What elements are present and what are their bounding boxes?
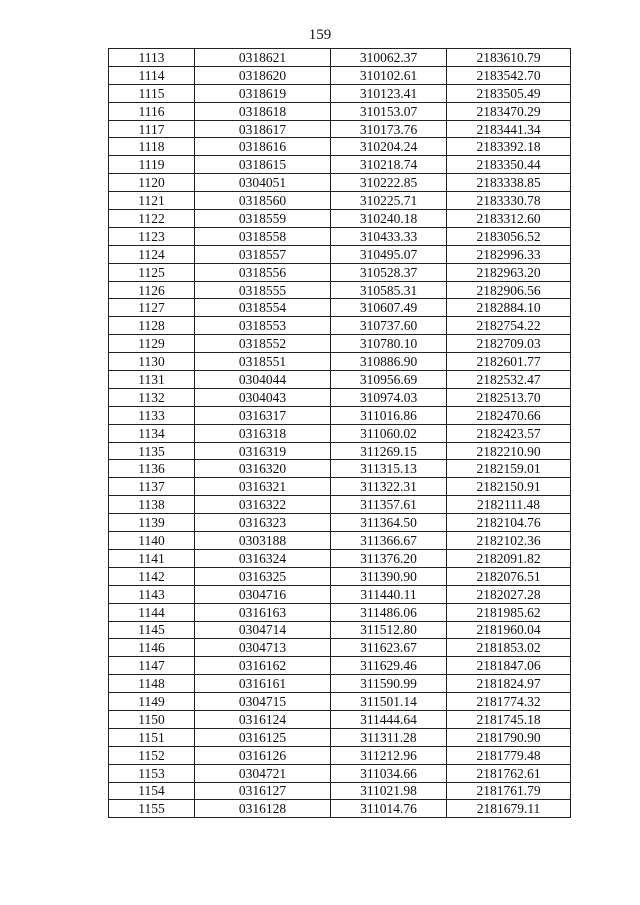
y-coordinate-cell: 2181985.62 bbox=[447, 603, 571, 621]
page-number: 159 bbox=[308, 27, 332, 43]
point-id-cell: 0318556 bbox=[195, 263, 331, 281]
table-row bbox=[109, 746, 571, 764]
point-number-cell: 1143 bbox=[109, 585, 195, 603]
y-coordinate-cell: 2182150.91 bbox=[447, 478, 571, 496]
point-id-cell: 0304713 bbox=[195, 639, 331, 657]
x-coordinate-cell: 311315.13 bbox=[331, 460, 447, 478]
y-coordinate-cell: 2181679.11 bbox=[447, 800, 571, 818]
point-number-cell: 1139 bbox=[109, 514, 195, 532]
x-coordinate-cell: 310886.90 bbox=[331, 353, 447, 371]
x-coordinate-cell: 311269.15 bbox=[331, 442, 447, 460]
y-coordinate-cell: 2183056.52 bbox=[447, 227, 571, 245]
x-coordinate-cell: 311501.14 bbox=[331, 693, 447, 711]
point-id-cell: 0318560 bbox=[195, 192, 331, 210]
y-coordinate-cell: 2183392.18 bbox=[447, 138, 571, 156]
x-coordinate-cell: 311444.64 bbox=[331, 710, 447, 728]
table-row bbox=[109, 549, 571, 567]
point-number-cell: 1138 bbox=[109, 496, 195, 514]
table-row bbox=[109, 120, 571, 138]
x-coordinate-cell: 310225.71 bbox=[331, 192, 447, 210]
point-number-cell: 1119 bbox=[109, 156, 195, 174]
y-coordinate-cell: 2181847.06 bbox=[447, 657, 571, 675]
y-coordinate-cell: 2182996.33 bbox=[447, 245, 571, 263]
x-coordinate-cell: 311311.28 bbox=[331, 728, 447, 746]
point-id-cell: 0316319 bbox=[195, 442, 331, 460]
table-row bbox=[109, 657, 571, 675]
point-number-cell: 1126 bbox=[109, 281, 195, 299]
table-row bbox=[109, 710, 571, 728]
point-number-cell: 1155 bbox=[109, 800, 195, 818]
point-id-cell: 0316324 bbox=[195, 549, 331, 567]
point-id-cell: 0304721 bbox=[195, 764, 331, 782]
table-row bbox=[109, 388, 571, 406]
x-coordinate-cell: 310062.37 bbox=[331, 49, 447, 67]
x-coordinate-cell: 311357.61 bbox=[331, 496, 447, 514]
x-coordinate-cell: 311376.20 bbox=[331, 549, 447, 567]
point-number-cell: 1127 bbox=[109, 299, 195, 317]
y-coordinate-cell: 2182159.01 bbox=[447, 460, 571, 478]
table-row bbox=[109, 102, 571, 120]
point-number-cell: 1146 bbox=[109, 639, 195, 657]
table-row bbox=[109, 424, 571, 442]
point-number-cell: 1117 bbox=[109, 120, 195, 138]
x-coordinate-cell: 311212.96 bbox=[331, 746, 447, 764]
point-id-cell: 0318619 bbox=[195, 84, 331, 102]
x-coordinate-cell: 310956.69 bbox=[331, 371, 447, 389]
point-number-cell: 1128 bbox=[109, 317, 195, 335]
table-row bbox=[109, 406, 571, 424]
y-coordinate-cell: 2182423.57 bbox=[447, 424, 571, 442]
point-id-cell: 0316162 bbox=[195, 657, 331, 675]
y-coordinate-cell: 2183312.60 bbox=[447, 210, 571, 228]
table-row bbox=[109, 567, 571, 585]
point-number-cell: 1137 bbox=[109, 478, 195, 496]
point-number-cell: 1150 bbox=[109, 710, 195, 728]
x-coordinate-cell: 311366.67 bbox=[331, 532, 447, 550]
point-id-cell: 0303188 bbox=[195, 532, 331, 550]
table-row bbox=[109, 442, 571, 460]
y-coordinate-cell: 2182754.22 bbox=[447, 317, 571, 335]
x-coordinate-cell: 311623.67 bbox=[331, 639, 447, 657]
point-id-cell: 0318551 bbox=[195, 353, 331, 371]
x-coordinate-cell: 311014.76 bbox=[331, 800, 447, 818]
table-row bbox=[109, 782, 571, 800]
y-coordinate-cell: 2181762.61 bbox=[447, 764, 571, 782]
y-coordinate-cell: 2183470.29 bbox=[447, 102, 571, 120]
point-id-cell: 0316125 bbox=[195, 728, 331, 746]
y-coordinate-cell: 2181761.79 bbox=[447, 782, 571, 800]
point-id-cell: 0316325 bbox=[195, 567, 331, 585]
x-coordinate-cell: 310495.07 bbox=[331, 245, 447, 263]
point-number-cell: 1140 bbox=[109, 532, 195, 550]
x-coordinate-cell: 310780.10 bbox=[331, 335, 447, 353]
point-id-cell: 0318557 bbox=[195, 245, 331, 263]
point-id-cell: 0316126 bbox=[195, 746, 331, 764]
point-number-cell: 1131 bbox=[109, 371, 195, 389]
y-coordinate-cell: 2182532.47 bbox=[447, 371, 571, 389]
point-id-cell: 0304715 bbox=[195, 693, 331, 711]
x-coordinate-cell: 311060.02 bbox=[331, 424, 447, 442]
table-row bbox=[109, 639, 571, 657]
table-row bbox=[109, 174, 571, 192]
y-coordinate-cell: 2182470.66 bbox=[447, 406, 571, 424]
point-number-cell: 1152 bbox=[109, 746, 195, 764]
table-row bbox=[109, 210, 571, 228]
x-coordinate-cell: 310222.85 bbox=[331, 174, 447, 192]
y-coordinate-cell: 2181853.02 bbox=[447, 639, 571, 657]
point-id-cell: 0316320 bbox=[195, 460, 331, 478]
table-row bbox=[109, 621, 571, 639]
point-id-cell: 0318616 bbox=[195, 138, 331, 156]
y-coordinate-cell: 2182111.48 bbox=[447, 496, 571, 514]
point-number-cell: 1129 bbox=[109, 335, 195, 353]
point-number-cell: 1118 bbox=[109, 138, 195, 156]
point-id-cell: 0318621 bbox=[195, 49, 331, 67]
coordinates-table bbox=[108, 48, 571, 818]
point-id-cell: 0316323 bbox=[195, 514, 331, 532]
point-number-cell: 1113 bbox=[109, 49, 195, 67]
point-id-cell: 0304043 bbox=[195, 388, 331, 406]
table-row bbox=[109, 317, 571, 335]
y-coordinate-cell: 2182601.77 bbox=[447, 353, 571, 371]
y-coordinate-cell: 2182104.76 bbox=[447, 514, 571, 532]
table-body bbox=[109, 49, 571, 818]
table-row bbox=[109, 138, 571, 156]
table-row bbox=[109, 245, 571, 263]
point-number-cell: 1136 bbox=[109, 460, 195, 478]
x-coordinate-cell: 311021.98 bbox=[331, 782, 447, 800]
point-number-cell: 1149 bbox=[109, 693, 195, 711]
point-number-cell: 1148 bbox=[109, 675, 195, 693]
table-row bbox=[109, 460, 571, 478]
y-coordinate-cell: 2183441.34 bbox=[447, 120, 571, 138]
x-coordinate-cell: 310240.18 bbox=[331, 210, 447, 228]
point-id-cell: 0318615 bbox=[195, 156, 331, 174]
table-row bbox=[109, 49, 571, 67]
table-row bbox=[109, 192, 571, 210]
x-coordinate-cell: 310528.37 bbox=[331, 263, 447, 281]
point-number-cell: 1114 bbox=[109, 66, 195, 84]
table-row bbox=[109, 84, 571, 102]
point-id-cell: 0316127 bbox=[195, 782, 331, 800]
table-row bbox=[109, 496, 571, 514]
y-coordinate-cell: 2182102.36 bbox=[447, 532, 571, 550]
x-coordinate-cell: 310218.74 bbox=[331, 156, 447, 174]
point-number-cell: 1141 bbox=[109, 549, 195, 567]
y-coordinate-cell: 2183330.78 bbox=[447, 192, 571, 210]
y-coordinate-cell: 2183350.44 bbox=[447, 156, 571, 174]
point-number-cell: 1151 bbox=[109, 728, 195, 746]
point-number-cell: 1120 bbox=[109, 174, 195, 192]
point-id-cell: 0318620 bbox=[195, 66, 331, 84]
point-number-cell: 1147 bbox=[109, 657, 195, 675]
y-coordinate-cell: 2181774.32 bbox=[447, 693, 571, 711]
point-number-cell: 1115 bbox=[109, 84, 195, 102]
table-row bbox=[109, 585, 571, 603]
table-row bbox=[109, 728, 571, 746]
point-id-cell: 0318553 bbox=[195, 317, 331, 335]
point-id-cell: 0318558 bbox=[195, 227, 331, 245]
table-row bbox=[109, 693, 571, 711]
table-row bbox=[109, 800, 571, 818]
x-coordinate-cell: 311034.66 bbox=[331, 764, 447, 782]
x-coordinate-cell: 310204.24 bbox=[331, 138, 447, 156]
y-coordinate-cell: 2182884.10 bbox=[447, 299, 571, 317]
x-coordinate-cell: 311440.11 bbox=[331, 585, 447, 603]
point-id-cell: 0318617 bbox=[195, 120, 331, 138]
x-coordinate-cell: 311486.06 bbox=[331, 603, 447, 621]
point-number-cell: 1132 bbox=[109, 388, 195, 406]
point-number-cell: 1125 bbox=[109, 263, 195, 281]
point-number-cell: 1153 bbox=[109, 764, 195, 782]
y-coordinate-cell: 2181960.04 bbox=[447, 621, 571, 639]
point-number-cell: 1154 bbox=[109, 782, 195, 800]
y-coordinate-cell: 2183338.85 bbox=[447, 174, 571, 192]
table-row bbox=[109, 675, 571, 693]
point-id-cell: 0316322 bbox=[195, 496, 331, 514]
point-number-cell: 1133 bbox=[109, 406, 195, 424]
x-coordinate-cell: 311390.90 bbox=[331, 567, 447, 585]
point-number-cell: 1130 bbox=[109, 353, 195, 371]
table-row bbox=[109, 281, 571, 299]
point-id-cell: 0316318 bbox=[195, 424, 331, 442]
table-row bbox=[109, 353, 571, 371]
table-row bbox=[109, 371, 571, 389]
point-id-cell: 0304044 bbox=[195, 371, 331, 389]
y-coordinate-cell: 2182709.03 bbox=[447, 335, 571, 353]
point-number-cell: 1121 bbox=[109, 192, 195, 210]
table-row bbox=[109, 764, 571, 782]
table-row bbox=[109, 227, 571, 245]
x-coordinate-cell: 311629.46 bbox=[331, 657, 447, 675]
x-coordinate-cell: 310173.76 bbox=[331, 120, 447, 138]
x-coordinate-cell: 310123.41 bbox=[331, 84, 447, 102]
table-row bbox=[109, 335, 571, 353]
y-coordinate-cell: 2181790.90 bbox=[447, 728, 571, 746]
point-id-cell: 0316163 bbox=[195, 603, 331, 621]
y-coordinate-cell: 2182513.70 bbox=[447, 388, 571, 406]
y-coordinate-cell: 2183610.79 bbox=[447, 49, 571, 67]
point-id-cell: 0316124 bbox=[195, 710, 331, 728]
x-coordinate-cell: 310974.03 bbox=[331, 388, 447, 406]
y-coordinate-cell: 2182027.28 bbox=[447, 585, 571, 603]
point-id-cell: 0318618 bbox=[195, 102, 331, 120]
point-id-cell: 0318552 bbox=[195, 335, 331, 353]
point-number-cell: 1142 bbox=[109, 567, 195, 585]
point-number-cell: 1122 bbox=[109, 210, 195, 228]
point-id-cell: 0318554 bbox=[195, 299, 331, 317]
table-row bbox=[109, 514, 571, 532]
x-coordinate-cell: 310433.33 bbox=[331, 227, 447, 245]
x-coordinate-cell: 311364.50 bbox=[331, 514, 447, 532]
table-row bbox=[109, 263, 571, 281]
y-coordinate-cell: 2181745.18 bbox=[447, 710, 571, 728]
table-row bbox=[109, 66, 571, 84]
point-number-cell: 1116 bbox=[109, 102, 195, 120]
y-coordinate-cell: 2181824.97 bbox=[447, 675, 571, 693]
point-id-cell: 0316161 bbox=[195, 675, 331, 693]
y-coordinate-cell: 2183505.49 bbox=[447, 84, 571, 102]
x-coordinate-cell: 310607.49 bbox=[331, 299, 447, 317]
point-number-cell: 1145 bbox=[109, 621, 195, 639]
point-number-cell: 1135 bbox=[109, 442, 195, 460]
point-id-cell: 0316321 bbox=[195, 478, 331, 496]
x-coordinate-cell: 310737.60 bbox=[331, 317, 447, 335]
x-coordinate-cell: 311590.99 bbox=[331, 675, 447, 693]
table-row bbox=[109, 478, 571, 496]
point-number-cell: 1134 bbox=[109, 424, 195, 442]
y-coordinate-cell: 2182963.20 bbox=[447, 263, 571, 281]
point-id-cell: 0318559 bbox=[195, 210, 331, 228]
table-row bbox=[109, 299, 571, 317]
y-coordinate-cell: 2183542.70 bbox=[447, 66, 571, 84]
x-coordinate-cell: 310153.07 bbox=[331, 102, 447, 120]
point-id-cell: 0304716 bbox=[195, 585, 331, 603]
table-row bbox=[109, 156, 571, 174]
y-coordinate-cell: 2182906.56 bbox=[447, 281, 571, 299]
x-coordinate-cell: 311016.86 bbox=[331, 406, 447, 424]
point-id-cell: 0316317 bbox=[195, 406, 331, 424]
point-id-cell: 0304714 bbox=[195, 621, 331, 639]
x-coordinate-cell: 311512.80 bbox=[331, 621, 447, 639]
x-coordinate-cell: 311322.31 bbox=[331, 478, 447, 496]
point-number-cell: 1144 bbox=[109, 603, 195, 621]
y-coordinate-cell: 2182076.51 bbox=[447, 567, 571, 585]
y-coordinate-cell: 2182091.82 bbox=[447, 549, 571, 567]
point-id-cell: 0318555 bbox=[195, 281, 331, 299]
y-coordinate-cell: 2182210.90 bbox=[447, 442, 571, 460]
x-coordinate-cell: 310585.31 bbox=[331, 281, 447, 299]
table-row bbox=[109, 603, 571, 621]
point-number-cell: 1124 bbox=[109, 245, 195, 263]
point-id-cell: 0304051 bbox=[195, 174, 331, 192]
point-id-cell: 0316128 bbox=[195, 800, 331, 818]
y-coordinate-cell: 2181779.48 bbox=[447, 746, 571, 764]
point-number-cell: 1123 bbox=[109, 227, 195, 245]
table-row bbox=[109, 532, 571, 550]
x-coordinate-cell: 310102.61 bbox=[331, 66, 447, 84]
